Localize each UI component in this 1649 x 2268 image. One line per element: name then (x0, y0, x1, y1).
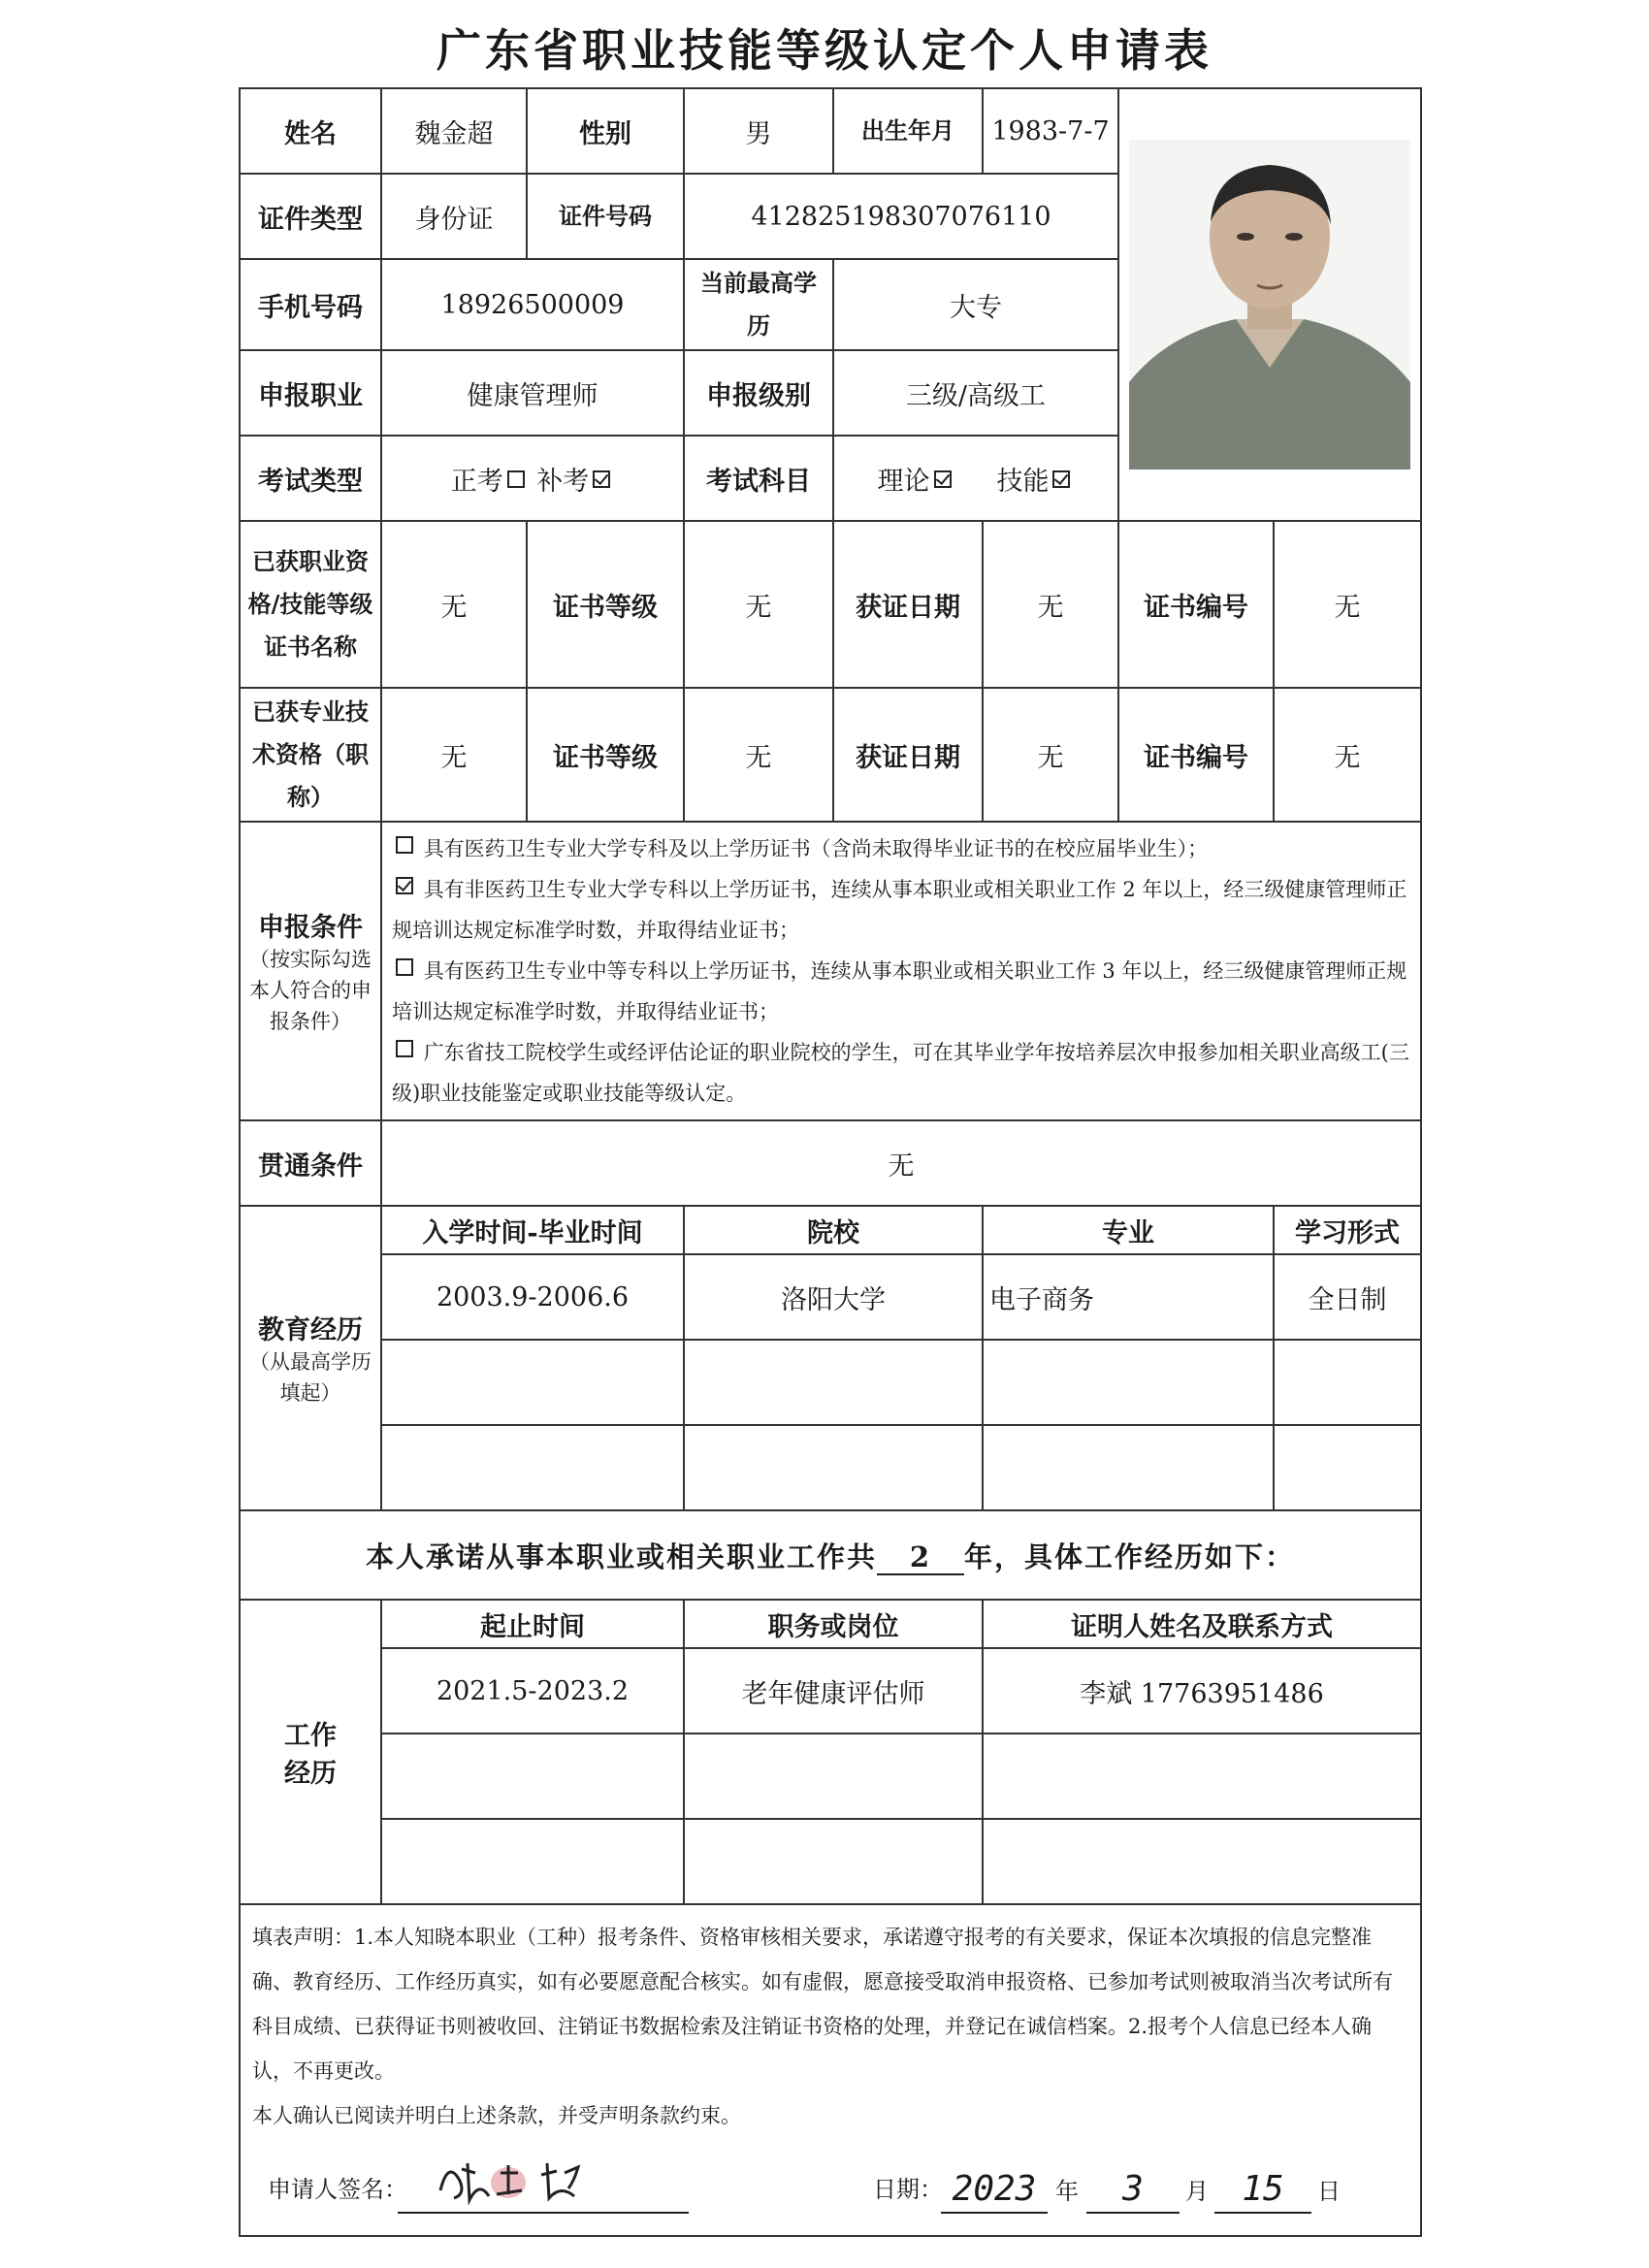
exam-subject-label: 考试科目 (684, 436, 833, 521)
id-number-value[interactable]: 412825198307076110 (684, 174, 1118, 259)
work-header-reference: 证明人姓名及联系方式 (983, 1600, 1421, 1648)
through-label: 贯通条件 (240, 1120, 381, 1206)
work-reference[interactable] (983, 1733, 1421, 1819)
edu-header-school: 院校 (684, 1206, 983, 1254)
edu-mode[interactable]: 全日制 (1274, 1254, 1421, 1340)
signature-label: 申请人签名： (268, 2176, 407, 2203)
work-reference[interactable]: 李斌 17763951486 (983, 1648, 1421, 1733)
edu-header-period: 入学时间-毕业时间 (381, 1206, 684, 1254)
checkbox-icon[interactable] (396, 877, 413, 894)
table-row (240, 1340, 1421, 1425)
declaration (240, 1904, 1421, 2236)
exam-type-options (381, 436, 684, 521)
condition-item[interactable]: 具有医药卫生专业大学专科及以上学历证书（含尚未取得毕业证书的在校应届毕业生）； (392, 828, 1410, 869)
conditions-label: 申报条件 (258, 912, 363, 943)
id-number-label: 证件号码 (527, 174, 684, 259)
vocational-cert-name[interactable]: 无 (381, 521, 527, 688)
edu-label: 教育经历 (258, 1314, 363, 1345)
exam-subject-options (833, 436, 1118, 521)
edu-school[interactable] (684, 1340, 983, 1425)
date-year-unit: 年 (1055, 2178, 1079, 2205)
table-row (240, 1425, 1421, 1510)
edu-note: （从最高学历填起） (249, 1349, 372, 1405)
edu-school[interactable]: 洛阳大学 (684, 1254, 983, 1340)
signature-field[interactable] (398, 2163, 689, 2214)
edu-major[interactable] (983, 1340, 1274, 1425)
edu-header-mode: 学习形式 (1274, 1206, 1421, 1254)
checkbox-icon[interactable] (1052, 470, 1070, 488)
work-position[interactable] (684, 1733, 983, 1819)
page-title: 广东省职业技能等级认定个人申请表 (436, 24, 1212, 77)
work-promise: 本人承诺从事本职业或相关职业工作共 2 年，具体工作经历如下： (240, 1510, 1421, 1600)
work-years[interactable]: 2 (877, 1540, 964, 1575)
date-month-unit: 月 (1185, 2178, 1209, 2205)
edu-period[interactable]: 2003.9-2006.6 (381, 1254, 684, 1340)
vocational-cert-level-label: 证书等级 (527, 521, 684, 688)
edu-mode[interactable] (1274, 1425, 1421, 1510)
table-row (240, 1733, 1421, 1819)
condition-item[interactable]: 广东省技工院校学生或经评估论证的职业院校的学生，可在其毕业学年按培养层次申报参加相关职业高级工(三级)职业技能鉴定或职业技能等级认定。 (392, 1041, 1409, 1105)
work-header-period: 起止时间 (381, 1600, 684, 1648)
work-period[interactable] (381, 1733, 684, 1819)
conditions-note: （按实际勾选本人符合的申报条件） (249, 947, 372, 1033)
exam-type-option-regular[interactable]: 正考 (451, 467, 529, 497)
professional-cert-date[interactable]: 无 (983, 688, 1118, 822)
edu-school[interactable] (684, 1425, 983, 1510)
id-type-label: 证件类型 (240, 174, 381, 259)
occupation-label: 申报职业 (240, 350, 381, 436)
exam-type-option-makeup[interactable]: 补考 (536, 467, 614, 497)
professional-cert-no-label: 证书编号 (1118, 688, 1274, 822)
edu-header-major: 专业 (983, 1206, 1274, 1254)
vocational-cert-label: 已获职业资格/技能等级证书名称 (240, 521, 381, 688)
phone-label: 手机号码 (240, 259, 381, 350)
level-label: 申报级别 (684, 350, 833, 436)
declaration-text: 填表声明：1.本人知晓本职业（工种）报考条件、资格审核相关要求，承诺遵守报考的有关要求，保证本次填报的信息完整准确、教育经历、工作经历真实，如有必要愿意配合核实。如有虚假，愿意接受取消申报资格、已参加考试则被取消当次考试所有科目成绩、已获得证书则被收回、注销证书数据检索及注销证书资格的处理，并登记在诚信档案。2.报考个人信息已经本人确认，不再更改。 (252, 1926, 1393, 2083)
work-header-position: 职务或岗位 (684, 1600, 983, 1648)
date-month[interactable]: 3 (1086, 2167, 1180, 2214)
checkbox-icon[interactable] (934, 470, 952, 488)
level-value[interactable]: 三级/高级工 (833, 350, 1118, 436)
work-label: 工作经历 (240, 1600, 381, 1904)
exam-subject-option-theory[interactable]: 理论 (878, 467, 955, 497)
edu-mode[interactable] (1274, 1340, 1421, 1425)
work-reference[interactable] (983, 1819, 1421, 1904)
checkbox-icon[interactable] (593, 470, 610, 488)
edu-period[interactable] (381, 1425, 684, 1510)
date-label: 日期： (873, 2176, 943, 2203)
table-row (240, 1819, 1421, 1904)
professional-cert-name[interactable]: 无 (381, 688, 527, 822)
through-value[interactable]: 无 (381, 1120, 1421, 1206)
date-day-unit: 日 (1317, 2178, 1341, 2205)
name-value[interactable]: 魏金超 (381, 88, 527, 174)
handwritten-signature (433, 2152, 607, 2210)
vocational-cert-date[interactable]: 无 (983, 521, 1118, 688)
gender-label: 性别 (527, 88, 684, 174)
vocational-cert-no[interactable]: 无 (1274, 521, 1421, 688)
edu-major[interactable] (983, 1425, 1274, 1510)
birth-label: 出生年月 (833, 88, 983, 174)
professional-cert-label: 已获专业技术资格（职称） (240, 688, 381, 822)
photo-cell (1118, 88, 1421, 521)
checkbox-icon[interactable] (396, 958, 413, 976)
edu-label-cell (240, 1206, 381, 1510)
phone-value[interactable]: 18926500009 (381, 259, 684, 350)
conditions-list (381, 822, 1421, 1120)
edu-period[interactable] (381, 1340, 684, 1425)
work-position[interactable] (684, 1819, 983, 1904)
name-label: 姓名 (240, 88, 381, 174)
work-position[interactable]: 老年健康评估师 (684, 1648, 983, 1733)
vocational-cert-no-label: 证书编号 (1118, 521, 1274, 688)
checkbox-icon[interactable] (507, 470, 525, 488)
declaration-confirm: 本人确认已阅读并明白上述条款，并受声明条款约束。 (252, 2104, 741, 2127)
vocational-cert-level[interactable]: 无 (684, 521, 833, 688)
table-row (240, 1254, 1421, 1340)
exam-type-label: 考试类型 (240, 436, 381, 521)
work-period[interactable]: 2021.5-2023.2 (381, 1648, 684, 1733)
date-day[interactable]: 15 (1214, 2167, 1311, 2214)
id-type-value[interactable]: 身份证 (381, 174, 527, 259)
professional-cert-level[interactable]: 无 (684, 688, 833, 822)
condition-item[interactable]: 具有医药卫生专业中等专科以上学历证书，连续从事本职业或相关职业工作 3 年以上，经三级健康管理师正规培训达规定标准学时数，并取得结业证书； (392, 959, 1407, 1023)
signature-row (252, 2138, 1408, 2225)
application-form (239, 87, 1422, 2237)
date-year[interactable]: 2023 (941, 2167, 1048, 2214)
professional-cert-level-label: 证书等级 (527, 688, 684, 822)
professional-cert-date-label: 获证日期 (833, 688, 983, 822)
applicant-photo (1129, 140, 1410, 470)
education-label: 当前最高学历 (684, 259, 833, 350)
occupation-value[interactable]: 健康管理师 (381, 350, 684, 436)
checkbox-icon[interactable] (396, 836, 413, 854)
professional-cert-no[interactable]: 无 (1274, 688, 1421, 822)
condition-item[interactable]: 具有非医药卫生专业大学专科以上学历证书，连续从事本职业或相关职业工作 2 年以上，经三级健康管理师正规培训达规定标准学时数，并取得结业证书； (392, 878, 1407, 942)
birth-value[interactable]: 1983-7-7 (983, 88, 1118, 174)
gender-value[interactable]: 男 (684, 88, 833, 174)
conditions-label-cell (240, 822, 381, 1120)
table-row (240, 1648, 1421, 1733)
work-period[interactable] (381, 1819, 684, 1904)
edu-major[interactable]: 电子商务 (983, 1254, 1274, 1340)
education-value[interactable]: 大专 (833, 259, 1118, 350)
exam-subject-option-skill[interactable]: 技能 (996, 467, 1074, 497)
vocational-cert-date-label: 获证日期 (833, 521, 983, 688)
checkbox-icon[interactable] (396, 1040, 413, 1057)
